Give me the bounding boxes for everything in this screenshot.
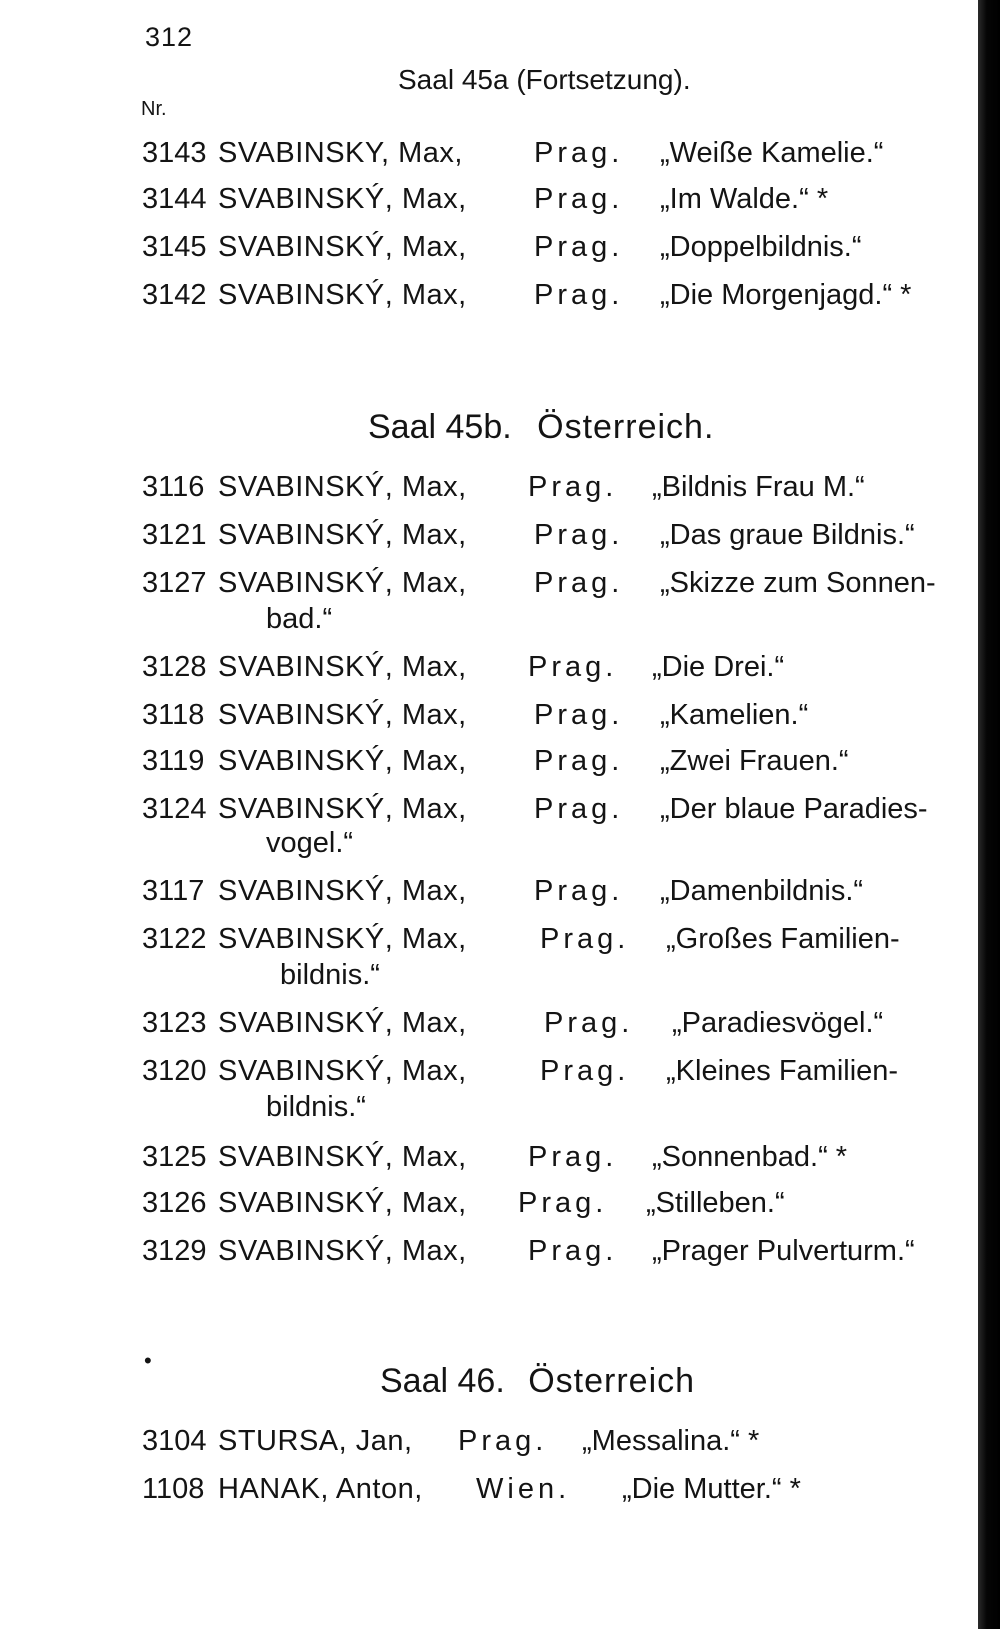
entry-3142 [142, 278, 912, 312]
entry-3126 [142, 1186, 785, 1220]
entry-artist: SVABINSKÝ, Max, [218, 745, 467, 777]
entry-number: 3143 [142, 137, 207, 169]
entry-3144 [142, 182, 829, 216]
entry-3122 [142, 922, 900, 956]
entry-title: „Paradiesvögel.“ [672, 1007, 884, 1039]
entry-number: 3128 [142, 651, 207, 683]
entry-number: 3104 [142, 1425, 207, 1457]
entry-artist: STURSA, Jan, [218, 1425, 413, 1457]
entry-artist: SVABINSKÝ, Max, [218, 183, 467, 215]
entry-number: 3145 [142, 231, 207, 263]
entry-location: Prag. [528, 1235, 618, 1267]
entry-location: Prag. [528, 471, 618, 503]
entry-title: „Damenbildnis.“ [660, 875, 864, 907]
entry-3121 [142, 518, 915, 552]
entry-number: 3144 [142, 183, 207, 215]
entry-artist: SVABINSKÝ, Max, [218, 793, 467, 825]
entry-number: 3122 [142, 923, 207, 955]
entry-number: 3121 [142, 519, 207, 551]
entry-title: „Der blaue Paradies- [660, 793, 928, 825]
section-heading-room: Saal 45b. [368, 408, 512, 446]
entry-title: „Im Walde.“ * [660, 183, 829, 215]
entry-number: 3119 [142, 745, 205, 777]
entry-number: 3126 [142, 1187, 207, 1219]
entry-artist: SVABINSKÝ, Max, [218, 923, 467, 955]
entry-title: „Bildnis Frau M.“ [652, 471, 865, 503]
entry-3120-continuation: bildnis.“ [266, 1091, 366, 1123]
entry-number: 3129 [142, 1235, 207, 1267]
entry-title: „Skizze zum Sonnen- [660, 567, 936, 599]
entry-artist: SVABINSKY, Max, [218, 137, 463, 169]
entry-location: Prag. [534, 745, 624, 777]
entry-3124 [142, 792, 928, 826]
entry-title: „Die Mutter.“ * [622, 1473, 801, 1505]
entry-artist: HANAK, Anton, [218, 1473, 423, 1505]
entry-location: Prag. [534, 567, 624, 599]
section-heading-saal-45a: Saal 45a (Fortsetzung). [398, 64, 691, 95]
entry-title: „Kleines Familien- [666, 1055, 899, 1087]
entry-3127 [142, 566, 936, 600]
entry-artist: SVABINSKÝ, Max, [218, 1141, 467, 1173]
entry-3127-continuation: bad.“ [266, 603, 333, 635]
entry-location: Prag. [534, 231, 624, 263]
entry-title: „Das graue Bildnis.“ [660, 519, 915, 551]
entry-3116 [142, 470, 865, 504]
page-edge-shadow [978, 0, 1000, 1629]
entry-artist: SVABINSKÝ, Max, [218, 471, 467, 503]
entry-location: Prag. [534, 793, 624, 825]
entry-artist: SVABINSKÝ, Max, [218, 1235, 467, 1267]
entry-location: Prag. [540, 923, 630, 955]
entry-number: 3117 [142, 875, 205, 907]
entry-artist: SVABINSKÝ, Max, [218, 1055, 467, 1087]
stray-mark-dot: • [144, 1348, 152, 1373]
entry-artist: SVABINSKÝ, Max, [218, 699, 467, 731]
entry-3145 [142, 230, 862, 264]
entry-title: „Weiße Kamelie.“ [660, 137, 884, 169]
entry-number: 3125 [142, 1141, 207, 1173]
entry-3104 [142, 1424, 760, 1458]
entry-artist: SVABINSKÝ, Max, [218, 519, 467, 551]
entry-location: Prag. [458, 1425, 548, 1457]
entry-3124-continuation: vogel.“ [266, 827, 354, 859]
entry-title: „Stilleben.“ [646, 1187, 785, 1219]
entry-title: „Großes Familien- [666, 923, 900, 955]
entry-artist: SVABINSKÝ, Max, [218, 1007, 467, 1039]
entry-artist: SVABINSKÝ, Max, [218, 279, 467, 311]
entry-location: Prag. [544, 1007, 634, 1039]
entry-3125 [142, 1140, 848, 1174]
entry-title: „Die Drei.“ [652, 651, 785, 683]
entry-location: Prag. [534, 137, 624, 169]
entry-location: Prag. [534, 699, 624, 731]
section-heading-country: Österreich. [537, 408, 715, 446]
entry-number: 3123 [142, 1007, 207, 1039]
entry-title: „Zwei Frauen.“ [660, 745, 849, 777]
entry-artist: SVABINSKÝ, Max, [218, 567, 467, 599]
entry-number: 3118 [142, 699, 205, 731]
entry-artist: SVABINSKÝ, Max, [218, 875, 467, 907]
entry-title: „Sonnenbad.“ * [652, 1141, 848, 1173]
entry-number: 3124 [142, 793, 207, 825]
entry-3118 [142, 698, 809, 732]
section-heading-saal-45b [368, 408, 714, 447]
entry-title: „Prager Pulverturm.“ [652, 1235, 915, 1267]
entry-number: 3127 [142, 567, 207, 599]
entry-3129 [142, 1234, 915, 1268]
entry-number: 3120 [142, 1055, 207, 1087]
entry-location: Wien. [476, 1473, 571, 1505]
entry-title: „Doppelbildnis.“ [660, 231, 862, 263]
section-heading-saal-46 [380, 1362, 695, 1401]
entry-title: „Die Morgenjagd.“ * [660, 279, 912, 311]
entry-number: 3142 [142, 279, 207, 311]
entry-3143 [142, 136, 884, 170]
entry-3122-continuation: bildnis.“ [280, 959, 380, 991]
entry-number: 3116 [142, 471, 205, 503]
entry-artist: SVABINSKÝ, Max, [218, 651, 467, 683]
entry-location: Prag. [534, 183, 624, 215]
entry-artist: SVABINSKÝ, Max, [218, 231, 467, 263]
entry-location: Prag. [534, 519, 624, 551]
entry-location: Prag. [528, 1141, 618, 1173]
entry-1108 [142, 1472, 801, 1506]
entry-location: Prag. [540, 1055, 630, 1087]
entry-title: „Kamelien.“ [660, 699, 809, 731]
entry-3120 [142, 1054, 899, 1088]
nr-label: Nr. [141, 98, 167, 120]
entry-3128 [142, 650, 785, 684]
section-heading-room: Saal 46. [380, 1362, 505, 1400]
entry-number: 1108 [142, 1473, 205, 1505]
entry-artist: SVABINSKÝ, Max, [218, 1187, 467, 1219]
entry-location: Prag. [518, 1187, 608, 1219]
entry-location: Prag. [528, 651, 618, 683]
entry-title: „Messalina.“ * [582, 1425, 760, 1457]
entry-location: Prag. [534, 875, 624, 907]
entry-3117 [142, 874, 864, 908]
section-heading-country: Österreich [528, 1362, 696, 1400]
page-number: 312 [145, 22, 194, 52]
entry-location: Prag. [534, 279, 624, 311]
entry-3119 [142, 744, 849, 778]
entry-3123 [142, 1006, 884, 1040]
